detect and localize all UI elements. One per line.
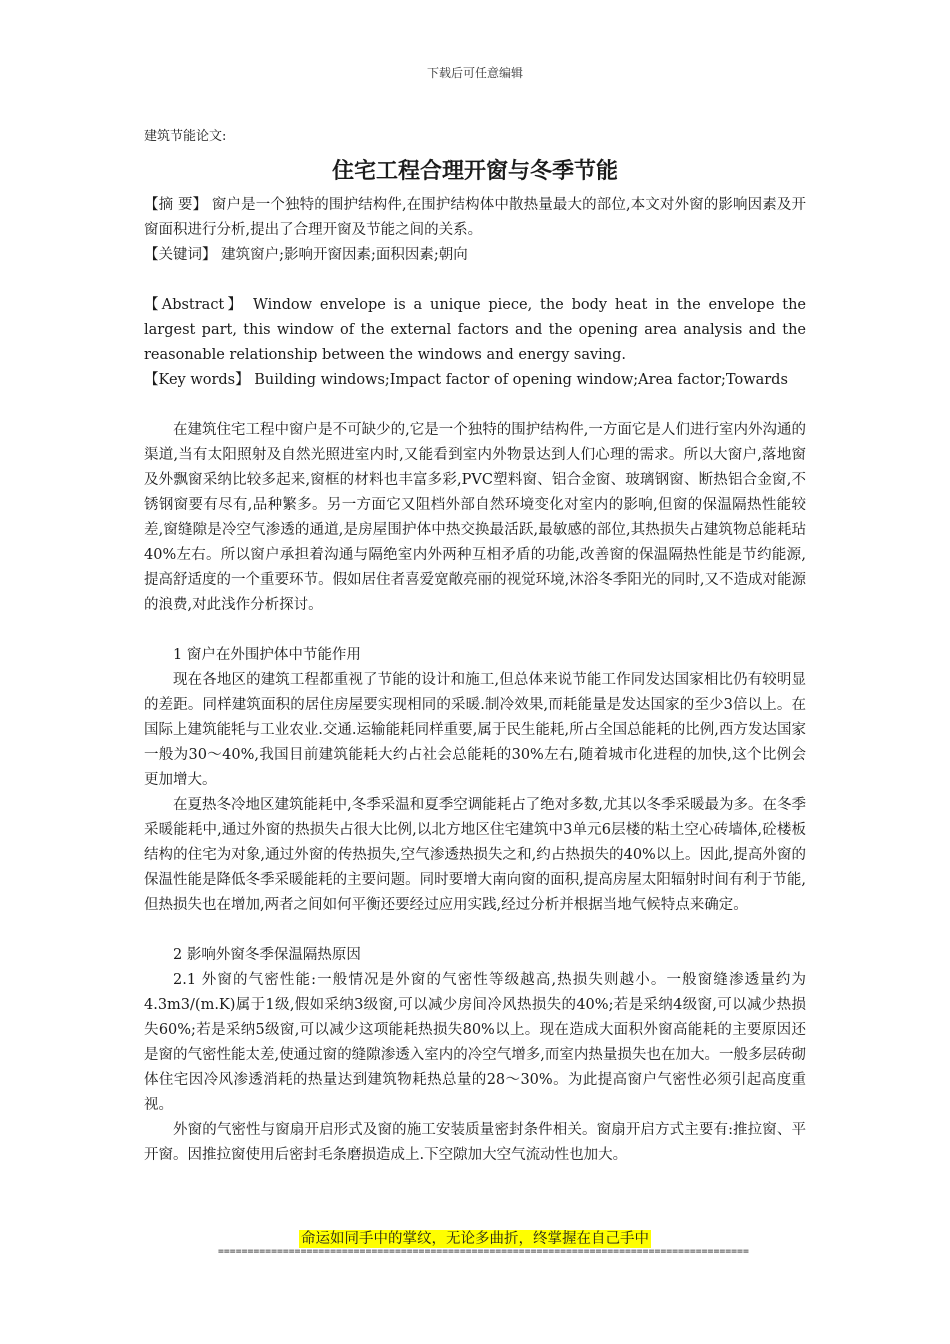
paper-category: 建筑节能论文: — [144, 129, 227, 144]
abstract-cn: 【摘 要】 窗户是一个独特的围护结构件,在围护结构体中散热量最大的部位,本文对外窗的影响因素及开窗面积进行分析,提出了合理开窗及节能之间的关系。 — [144, 197, 806, 238]
footer-banner — [0, 1227, 950, 1248]
intro-paragraph: 在建筑住宅工程中窗户是不可缺少的,它是一个独特的围护结构件,一方面它是人们进行室内外沟通的渠道,当有太阳照射及自然光照进室内时,又能看到室内外物景达到人们心理的需求。所以大窗户,落地窗及外飘窗采纳比较多起来,窗框的材料也丰富多彩,PVC塑料窗、铝合金窗、玻璃钢窗、断热铝合金窗,不锈钢窗要有尽有,品种繁多。另一方面它又阻档外部自然环境变化对室内的影响,但窗的保温隔热性能较差,窗缝隙是冷空气渗透的通道,是房屋围护体中热交换最活跃,最敏感的部位,其热损失占建筑物总能耗玷40%左右。所以窗户承担着沟通与隔绝室内外两种互相矛盾的功能,改善窗的保温隔热性能是节约能源,提高舒适度的一个重要环节。假如居住者喜爱宽敞亮丽的视觉环境,沐浴冬季阳光的同时,又不造成对能源的浪费,对此浅作分析探讨。 — [144, 422, 806, 613]
abstract-en: 【Abstract】 Window envelope is a unique piece, the body heat in the envelope the largest part, this window of the external factors and the opening area analysis and the reasonable relationship between the windows and energy saving. — [144, 297, 806, 363]
section1-heading: 1 窗户在外围护体中节能作用 — [173, 647, 361, 663]
keywords-en: 【Key words】 Building windows;Impact factor of opening window;Area factor;Towards — [144, 372, 788, 388]
paper-title: 住宅工程合理开窗与冬季节能 — [331, 159, 618, 184]
keywords-cn: 【关键词】 建筑窗户;影响开窗因素;面积因素;朝向 — [144, 247, 468, 263]
section1-paragraph-2: 在夏热冬冷地区建筑能耗中,冬季采温和夏季空调能耗占了绝对多数,尤其以冬季采暖最为多。在冬季采暖能耗中,通过外窗的热损失占很大比例,以北方地区住宅建筑中3单元6层楼的粘土空心砖墙体,砼楼板结构的住宅为对象,通过外窗的传热损失,空气渗透热损失之和,约占热损失的40%以上。因此,提高外窗的保温性能是降低冬季采暖能耗的主要问题。同时要增大南向窗的面积,提高房屋太阳辐射时间有利于节能,但热损失也在增加,两者之间如何平衡还要经过应用实践,经过分析并根据当地气候特点来确定。 — [144, 797, 806, 913]
section1-paragraph-1: 现在各地区的建筑工程都重视了节能的设计和施工,但总体来说节能工作同发达国家相比仍有较明显的差距。同样建筑面积的居住房屋要实现相同的采暖.制冷效果,而耗能量是发达国家的至少3倍以上。在国际上建筑能牦与工业农业.交通.运输能耗同样重要,属于民生能耗,所占全国总能耗的比例,西方发达国家一般为30～40%,我国目前建筑能耗大约占社会总能耗的30%左右,随着城市化进程的加快,这个比例会更加增大。 — [144, 672, 806, 788]
footer-banner-text: 命运如同手中的掌纹，无论多曲折，终掌握在自己手中 — [301, 1231, 649, 1247]
document-body — [144, 125, 806, 1168]
section2-paragraph-2: 外窗的气密性与窗扇开启形式及窗的施工安装质量密封条件相关。窗扇开启方式主要有:推拉窗、平开窗。因推拉窗使用后密封毛条磨损造成上.下空隙加大空气流动性也加大。 — [144, 1122, 806, 1163]
section2-heading: 2 影响外窗冬季保温隔热原因 — [173, 947, 361, 963]
section2-paragraph-1: 2.1 外窗的气密性能:一般情况是外窗的气密性等级越高,热损失则越小。一般窗缝渗透量约为4.3m3/(m.K)属于1级,假如采纳3级窗,可以减少房间冷风热损失的40%;若是采纳4级窗,可以减少热损失60%;若是采纳5级窗,可以减少这项能耗热损失80%以上。现在造成大面积外窗高能耗的主要原因还是窗的气密性能太差,使通过窗的缝隙渗透入室内的冷空气增多,而室内热量损失也在加大。一般多层砖砌体住宅因冷风渗透消耗的热量达到建筑物耗热总量的28～30%。为此提高窗户气密性必须引起高度重视。 — [144, 972, 806, 1113]
footer-separator: ========================================================================================== — [218, 1246, 749, 1257]
page-header: 下载后可任意编辑 — [426, 66, 523, 80]
